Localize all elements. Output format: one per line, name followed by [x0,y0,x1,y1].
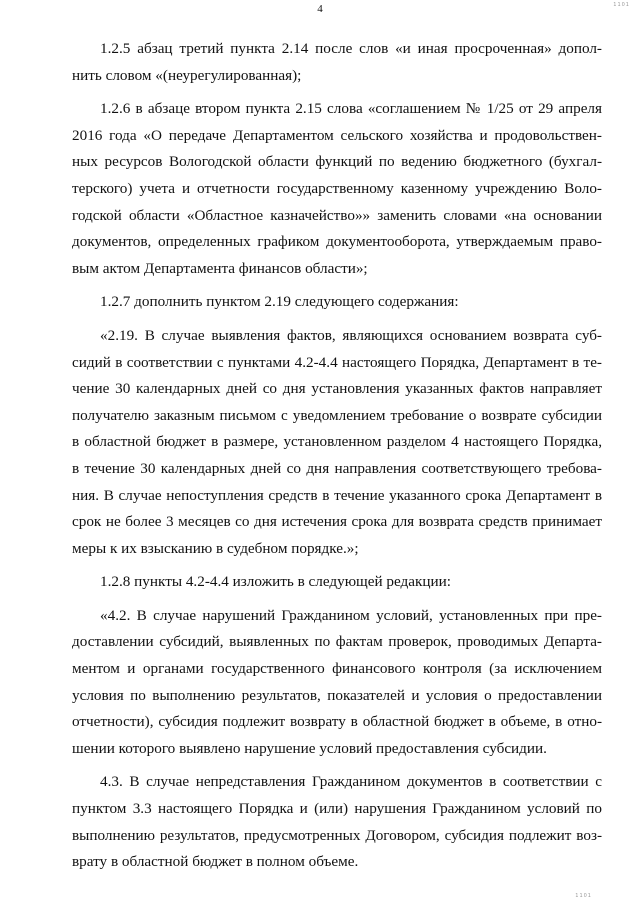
text-line: вым актом Департамента финансов области»; [72,259,368,277]
text-line: шении которого выявлено нарушение условий предоставления субсидии. [72,739,547,757]
text-line: пунктом 3.3 настоящего Порядка и (или) нарушения Гражданином условий по [72,800,602,818]
text-line: в областной бюджет в размере, установленном разделом 4 настоящего Порядка, [72,433,602,451]
text-line: терского) учета и отчетности государственному казенному учреждению Воло- [72,179,602,197]
text-line: чение 30 календарных дней со дня установления указанных фактов направляет [72,380,602,398]
text-line: 1.2.7 дополнить пунктом 2.19 следующего содержания: [100,293,459,311]
text-line: выполнению результатов, предусмотренных Договором, субсидия подлежит воз- [72,826,602,844]
text-line: ных ресурсов Вологодской области функций по ведению бюджетного (бухгал- [72,153,602,171]
text-line: 1.2.6 в абзаце втором пункта 2.15 слова «соглашением № 1/25 от 29 апреля [100,100,602,118]
scan-mark-top: 1101 [613,2,630,8]
text-line: 1.2.5 абзац третий пункта 2.14 после слов «и иная просроченная» допол- [100,40,602,57]
paragraph-p1 [72,36,602,89]
text-line: в течение 30 календарных дней со дня направления соответствующего требова- [72,459,602,477]
text-line: меры к их взысканию в судебном порядке.»; [72,539,359,557]
paragraph-p7 [72,769,602,875]
paragraph-p4 [72,323,602,562]
text-line: врату в областной бюджет в полном объеме. [72,853,359,871]
text-line: доставлении субсидий, выявленных по фактам проверок, проводимых Департа- [72,633,602,651]
text-line: условия по выполнению результатов, показателей и условия о предоставлении [72,686,602,704]
text-line: сидий в соответствии с пунктами 4.2-4.4 настоящего Порядка, Департамент в те- [72,353,602,371]
paragraph-p6 [72,603,602,763]
text-line: «4.2. В случае нарушений Гражданином условий, установленных при пре- [100,606,602,624]
paragraph-p3 [72,289,602,316]
text-line: срок не более 3 месяцев со дня истечения срока для возврата средств принимает [72,513,602,531]
text-line: 1.2.8 пункты 4.2-4.4 изложить в следующей редакции: [100,573,452,591]
page-number: 4 [317,3,323,15]
text-line: получателю заказным письмом с уведомлением требование о возврате субсидии [72,406,602,424]
scan-mark-bottom: 1101 [575,893,592,899]
paragraph-p2 [72,96,602,282]
paragraph-p5 [72,569,602,596]
text-line: «2.19. В случае выявления фактов, являющихся основанием возврата суб- [100,326,602,344]
text-line: отчетности), субсидия подлежит возврату в областной бюджет в объеме, в отно- [72,713,602,731]
text-line: нить словом «(неурегулированная); [72,66,302,84]
text-line: 2016 года «О передаче Департаментом сельского хозяйства и продовольствен- [72,126,602,144]
text-line: ментом и органами государственного финансового контроля (за исключением [72,660,602,678]
text-line: 4.3. В случае непредставления Гражданином документов в соответствии с [100,773,602,791]
text-line: документов, определенных графиком документооборота, утверждаемым право- [72,233,602,251]
text-line: ния. В случае непоступления средств в течение указанного срока Департамент в [72,486,602,504]
text-line: годской области «Областное казначейство»» заменить словами «на основании [72,206,602,224]
document-body [72,36,602,876]
